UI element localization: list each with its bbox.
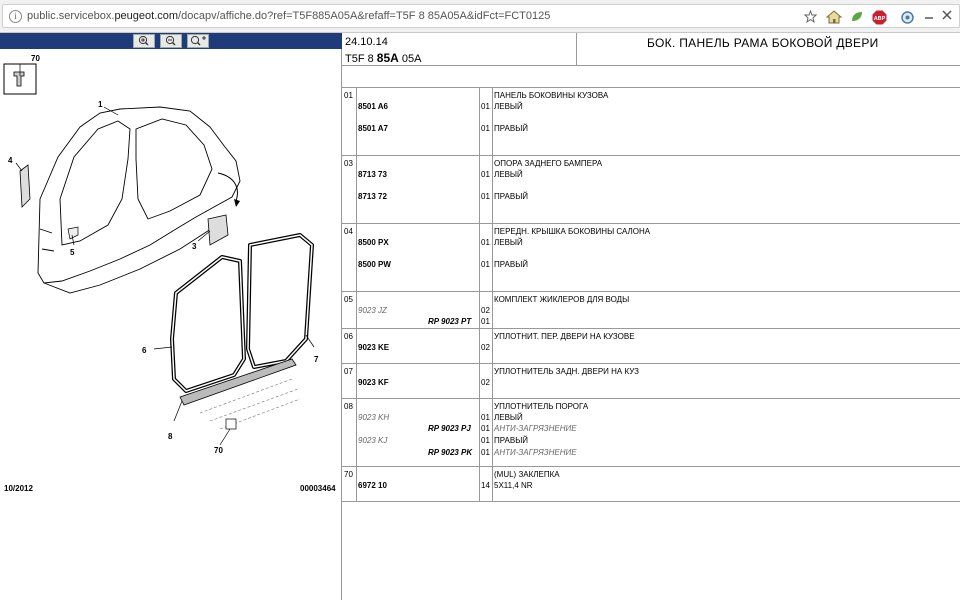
zoom-out-icon [162, 35, 180, 46]
row-number: 07 [344, 367, 353, 376]
part-name: ОПОРА ЗАДНЕГО БАМПЕРА [494, 159, 603, 168]
row-number: 04 [344, 227, 353, 236]
row-number: 03 [344, 159, 353, 168]
browser-toolbar [0, 0, 960, 33]
part-reference[interactable]: 9023 KH [358, 413, 390, 422]
part-reference[interactable]: 9023 KE [358, 343, 390, 352]
part-description: ПРАВЫЙ [494, 260, 529, 269]
part-name: (MUL) ЗАКЛЕПКА [494, 470, 560, 479]
row-number: 06 [344, 332, 353, 341]
part-quantity: 02 [481, 343, 490, 352]
zoom-fit-icon [189, 35, 207, 46]
code-part-b: 85A [376, 51, 399, 65]
callout-5: 5 [70, 248, 75, 257]
kit-reference[interactable]: RP 9023 PT [428, 317, 472, 326]
sill-seal [180, 359, 300, 429]
url-prefix: public.servicebox. [27, 10, 115, 22]
rear-door-seal [248, 235, 312, 367]
part-quantity: 01 [481, 124, 490, 133]
row-number: 05 [344, 295, 353, 304]
url-text[interactable] [27, 10, 550, 22]
part-reference[interactable]: 8501 A7 [358, 124, 388, 133]
diagram-number: 00003464 [300, 484, 336, 493]
callout-70-top: 70 [31, 54, 40, 63]
callout-8: 8 [168, 432, 173, 441]
zoom-in-button[interactable] [133, 34, 155, 48]
zoom-fit-button[interactable] [187, 34, 209, 48]
part-name: КОМПЛЕКТ ЖИКЛЕРОВ ДЛЯ ВОДЫ [494, 295, 630, 304]
catalog-date: 24.10.14 [345, 36, 388, 48]
part-quantity: 01 [481, 424, 490, 433]
bumper-bracket [208, 173, 240, 245]
part-quantity: 01 [481, 260, 490, 269]
part-name: УПЛОТНИТЕЛЬ ЗАДН. ДВЕРИ НА КУЗ [494, 367, 639, 376]
part-name: УПЛОТНИТЕЛЬ ПОРОГА [494, 402, 589, 411]
part-description: ЛЕВЫЙ [494, 102, 523, 111]
part-quantity: 01 [481, 170, 490, 179]
table-row[interactable] [342, 224, 960, 292]
zoom-toolbar [0, 33, 342, 49]
zoom-in-icon [135, 35, 153, 46]
table-row[interactable] [342, 156, 960, 224]
part-description: АНТИ-ЗАГРЯЗНЕНИЕ [494, 448, 577, 457]
part-reference[interactable]: 8713 72 [358, 192, 387, 201]
kit-reference[interactable]: RP 9023 PJ [428, 424, 471, 433]
part-reference[interactable]: 6972 10 [358, 481, 387, 490]
address-bar[interactable] [2, 4, 960, 28]
part-quantity: 02 [481, 378, 490, 387]
part-name: ПЕРЕДН. КРЫШКА БОКОВИНЫ САЛОНА [494, 227, 651, 236]
part-quantity: 01 [481, 436, 490, 445]
page-title: БОК. ПАНЕЛЬ РАМА БОКОВОЙ ДВЕРИ [647, 36, 879, 50]
part-description: ЛЕВЫЙ [494, 238, 523, 247]
water-nozzle [68, 227, 78, 239]
leaf-icon[interactable] [849, 10, 863, 24]
abp-icon[interactable] [871, 10, 887, 24]
minimize-icon[interactable] [923, 10, 935, 24]
part-reference[interactable]: 8713 73 [358, 170, 387, 179]
row-number: 70 [344, 470, 353, 479]
row-number: 08 [344, 402, 353, 411]
part-description: ЛЕВЫЙ [494, 170, 523, 179]
part-reference[interactable]: 9023 KF [358, 378, 389, 387]
code-part-a: T5F 8 [345, 53, 374, 65]
url-path: /docapv/affiche.do?ref=T5F885A05A&refaff=T5F 8 85A05A&idFct=FCT0125 [178, 10, 551, 22]
zoom-out-button[interactable] [160, 34, 182, 48]
front-door-seal [172, 257, 244, 391]
callout-1: 1 [98, 100, 103, 109]
part-quantity: 01 [481, 448, 490, 457]
table-row[interactable] [342, 467, 960, 502]
part-quantity: 01 [481, 317, 490, 326]
leader-lines [16, 64, 314, 445]
info-icon[interactable]: i [9, 10, 22, 23]
parts-diagram [0, 49, 342, 499]
diagram-date-code: 10/2012 [4, 484, 33, 493]
part-reference[interactable]: 8500 PX [358, 238, 389, 247]
callout-3: 3 [192, 242, 197, 251]
part-name: УПЛОТНИТ. ПЕР. ДВЕРИ НА КУЗОВЕ [494, 332, 635, 341]
callout-7: 7 [314, 355, 319, 364]
home-icon[interactable] [825, 10, 843, 24]
parts-table-pane [342, 33, 960, 600]
part-quantity: 01 [481, 102, 490, 111]
part-quantity: 02 [481, 306, 490, 315]
callout-70-bottom: 70 [214, 446, 223, 455]
star-icon[interactable] [803, 10, 817, 24]
svg-text:ABP: ABP [873, 16, 885, 22]
part-reference[interactable]: 9023 JZ [358, 306, 387, 315]
code-part-c: 05A [401, 53, 422, 65]
callout-6: 6 [142, 346, 147, 355]
part-quantity: 01 [481, 238, 490, 247]
part-reference[interactable]: 8501 A6 [358, 102, 388, 111]
part-reference[interactable]: 8500 PW [358, 260, 391, 269]
diagram-pane [0, 33, 342, 600]
part-quantity: 01 [481, 413, 490, 422]
part-description: ПРАВЫЙ [494, 436, 529, 445]
kit-reference[interactable]: RP 9023 PK [428, 448, 473, 457]
part-description: ЛЕВЫЙ [494, 413, 523, 422]
table-row[interactable] [342, 399, 960, 467]
table-row[interactable] [342, 329, 960, 364]
part-quantity: 01 [481, 192, 490, 201]
part-name: ПАНЕЛЬ БОКОВИНЫ КУЗОВА [494, 91, 609, 100]
table-row[interactable] [342, 88, 960, 156]
catalog-code [345, 51, 421, 65]
part-description: 5X11,4 NR [494, 481, 533, 490]
part-reference[interactable]: 9023 KJ [358, 436, 388, 445]
part-quantity: 14 [481, 481, 490, 490]
table-row[interactable] [342, 292, 960, 329]
close-icon[interactable] [941, 10, 953, 24]
part-description: АНТИ-ЗАГРЯЗНЕНИЕ [494, 424, 577, 433]
row-number: 01 [344, 91, 353, 100]
part-description: ПРАВЫЙ [494, 124, 529, 133]
parts-header [342, 33, 960, 88]
callout-4: 4 [8, 156, 13, 165]
trim-cover [20, 165, 30, 207]
url-domain: peugeot.com [114, 10, 179, 22]
lens-icon[interactable] [899, 10, 915, 24]
part-description: ПРАВЫЙ [494, 192, 529, 201]
table-row[interactable] [342, 364, 960, 399]
